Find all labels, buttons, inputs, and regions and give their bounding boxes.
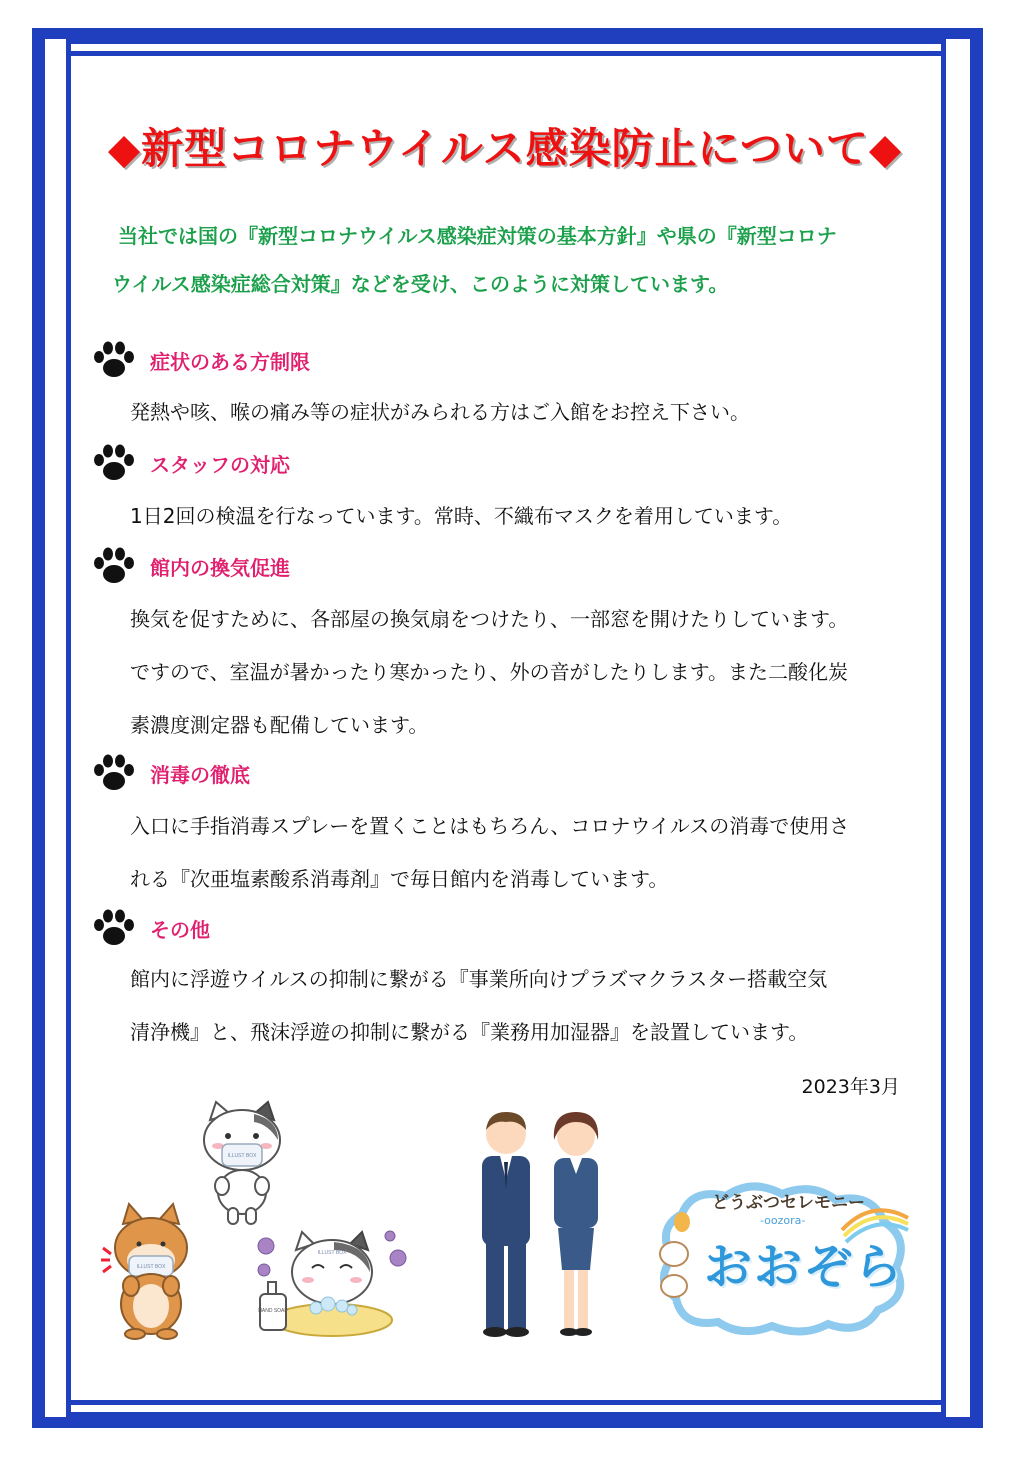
intro-line-2: ウイルス感染症総合対策』などを受け、このように対策しています。	[112, 272, 729, 296]
paw-icon	[92, 340, 136, 380]
paw-icon	[92, 546, 136, 586]
logo-name: おおぞら	[704, 1239, 905, 1295]
company-logo	[652, 1178, 912, 1338]
section-heading-other	[92, 908, 210, 948]
soap-label: HAND SOAP	[258, 1308, 288, 1314]
logo-tagline: どうぶつセレモニー	[712, 1193, 865, 1213]
body-line: 入口に手指消毒スプレーを置くことはもちろん、コロナウイルスの消毒で使用さ	[130, 814, 850, 838]
mask-label: ILLUST BOX	[317, 1250, 347, 1256]
page-title: ◆新型コロナウイルス感染防止について◆	[107, 124, 903, 173]
paw-icon	[92, 908, 136, 948]
paw-icon	[92, 443, 136, 483]
section-body-disinfection	[130, 800, 930, 906]
section-body-other	[130, 953, 930, 1059]
section-body-staff	[130, 490, 930, 543]
section-heading-staff	[92, 443, 290, 483]
masked-cat-illustration	[192, 1100, 292, 1228]
bowing-staff-illustration	[472, 1110, 612, 1340]
section-heading-label: スタッフの対応	[150, 452, 290, 477]
body-line: ですので、室温が暑かったり寒かったり、外の音がしたりします。また二酸化炭	[130, 660, 848, 684]
date-label: 2023年3月	[801, 1076, 900, 1098]
section-heading-label: 症状のある方制限	[150, 349, 310, 374]
section-heading-disinfection	[92, 753, 250, 793]
paw-icon	[92, 753, 136, 793]
section-heading-label: 消毒の徹底	[150, 762, 250, 787]
body-line: 発熱や咳、喉の痛み等の症状がみられる方はご入館をお控え下さい。	[130, 400, 750, 424]
body-line: 素濃度測定器も配備しています。	[130, 713, 429, 737]
body-line: 清浄機』と、飛沫浮遊の抑制に繋がる『業務用加湿器』を設置しています。	[130, 1020, 809, 1044]
body-line: 1日2回の検温を行なっています。常時、不織布マスクを着用しています。	[130, 504, 793, 528]
intro-line-1: 当社では国の『新型コロナウイルス感染症対策の基本方針』や県の『新型コロナ	[118, 224, 837, 248]
mask-label: ILLUST BOX	[136, 1264, 166, 1270]
mask-label: ILLUST BOX	[227, 1153, 257, 1159]
section-heading-label: その他	[150, 917, 210, 942]
masked-dog-illustration	[95, 1200, 207, 1340]
handwashing-cat-illustration	[252, 1228, 412, 1338]
logo-romaji: -oozora-	[760, 1214, 806, 1227]
section-heading-symptoms	[92, 340, 310, 380]
section-body-symptoms	[130, 386, 930, 439]
body-line: 換気を促すために、各部屋の換気扇をつけたり、一部窓を開けたりしています。	[130, 607, 849, 631]
section-heading-ventilation	[92, 546, 290, 586]
section-body-ventilation	[130, 593, 930, 752]
body-line: 館内に浮遊ウイルスの抑制に繋がる『事業所向けプラズマクラスター搭載空気	[130, 967, 828, 991]
body-line: れる『次亜塩素酸系消毒剤』で毎日館内を消毒しています。	[130, 867, 669, 891]
intro-text	[112, 212, 922, 308]
section-heading-label: 館内の換気促進	[150, 555, 290, 580]
